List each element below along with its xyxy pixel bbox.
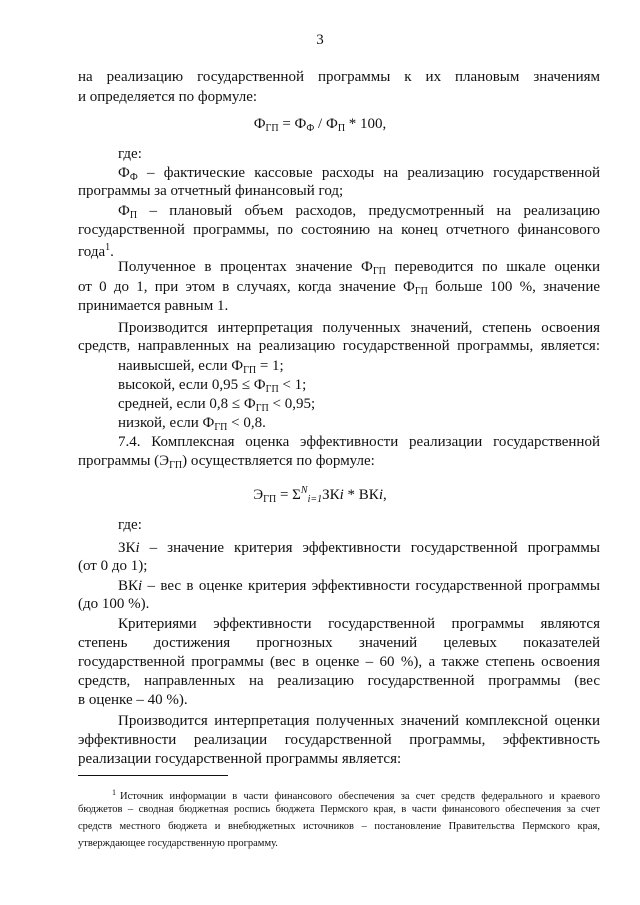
text-line: программы за отчетный финансовый год;	[78, 183, 344, 199]
text-line: от 0 до 1, при этом в случаях, когда значение $Ф_{ГП}$ больше 100 %, значение	[78, 279, 601, 297]
text-line: средств, направленных на реализацию государственной программы (вес	[78, 673, 600, 689]
formula-fgp: $Ф_{ГП} = Ф_Ф / Ф_П * 100$,	[253, 116, 387, 134]
definition-vk: ВКi – вес в оценке критерия эффективности государственной программы	[118, 578, 600, 594]
text-line: степень достижения прогнозных значений целевых показателей	[78, 635, 600, 651]
definition-ff: $Ф_Ф$ – фактические кассовые расходы на реализацию государственной	[118, 165, 600, 183]
list-item: низкой, если $Ф_{ГП} < 0,8$.	[118, 415, 266, 433]
text-line: программы $(Э_{ГП})$ осуществляется по формуле:	[78, 453, 375, 471]
text-line: государственной программы (вес в оценке – 60 %), а также степень освоения	[78, 654, 600, 670]
text-line: эффективности реализации государственной программы, эффективность	[78, 732, 600, 748]
text-line: реализации государственной программы является:	[78, 751, 402, 767]
text-line: принимается равным 1.	[78, 298, 229, 314]
footnote-line: утверждающее государственную программу.	[78, 838, 278, 849]
list-item: высокой, если $0,95 \le Ф_{ГП} < 1$;	[118, 377, 307, 395]
text-line: на реализацию государственной программы к их плановым значениям	[78, 69, 600, 85]
text-line: где:	[118, 517, 142, 533]
list-item: наивысшей, если $Ф_{ГП} = 1$;	[118, 358, 284, 376]
text-line: средств, направленных на реализацию государственной программы, является:	[78, 338, 600, 354]
text-line: Производится интерпретация полученных значений, степень освоения	[118, 320, 600, 336]
text-line: Полученное в процентах значение $Ф_{ГП}$ переводится по шкале оценки	[118, 259, 600, 277]
text-line: года$^1$.	[78, 242, 114, 260]
formula-egp: $Э_{ГП} = \Sigma^N_{i=1}ЗКi$ * ВКi,	[253, 485, 387, 505]
text-line: и определяется по формуле:	[78, 89, 258, 105]
text-line: где:	[118, 146, 142, 162]
footnote-mark: 1	[112, 788, 116, 797]
text-line: (от 0 до 1);	[78, 558, 148, 574]
list-item: средней, если $0,8 \le Ф_{ГП} < 0,95$;	[118, 396, 316, 414]
footnote-line: бюджетов – сводная бюджетная роспись бюджета Пермского края, в части финансового обеспечения за счет	[78, 804, 600, 815]
text-line: Производится интерпретация полученных значений комплексной оценки	[118, 713, 600, 729]
text-line: государственной программы, по состоянию на конец отчетного финансового	[78, 222, 600, 238]
footnote-line: средств местного бюджета и внебюджетных источников – постановление Правительства Пермского края,	[78, 821, 600, 832]
footnote-ref: 1	[105, 242, 111, 253]
page-number: 3	[316, 32, 324, 48]
definition-zk: ЗКi – значение критерия эффективности государственной программы	[118, 540, 600, 556]
footnote-line: $^1$ Источник информации в части финансового обеспечения за счет средств федерального и краевого	[112, 788, 600, 802]
section-heading: 7.4. Комплексная оценка эффективности реализации государственной	[118, 434, 600, 450]
definition-fp: $Ф_П$ – плановый объем расходов, предусмотренный на реализацию	[118, 203, 600, 221]
text-line: Критериями эффективности государственной программы являются	[118, 616, 600, 632]
text-line: в оценке – 40 %).	[78, 692, 188, 708]
footnote-separator	[78, 775, 228, 776]
text-line: (до 100 %).	[78, 596, 150, 612]
